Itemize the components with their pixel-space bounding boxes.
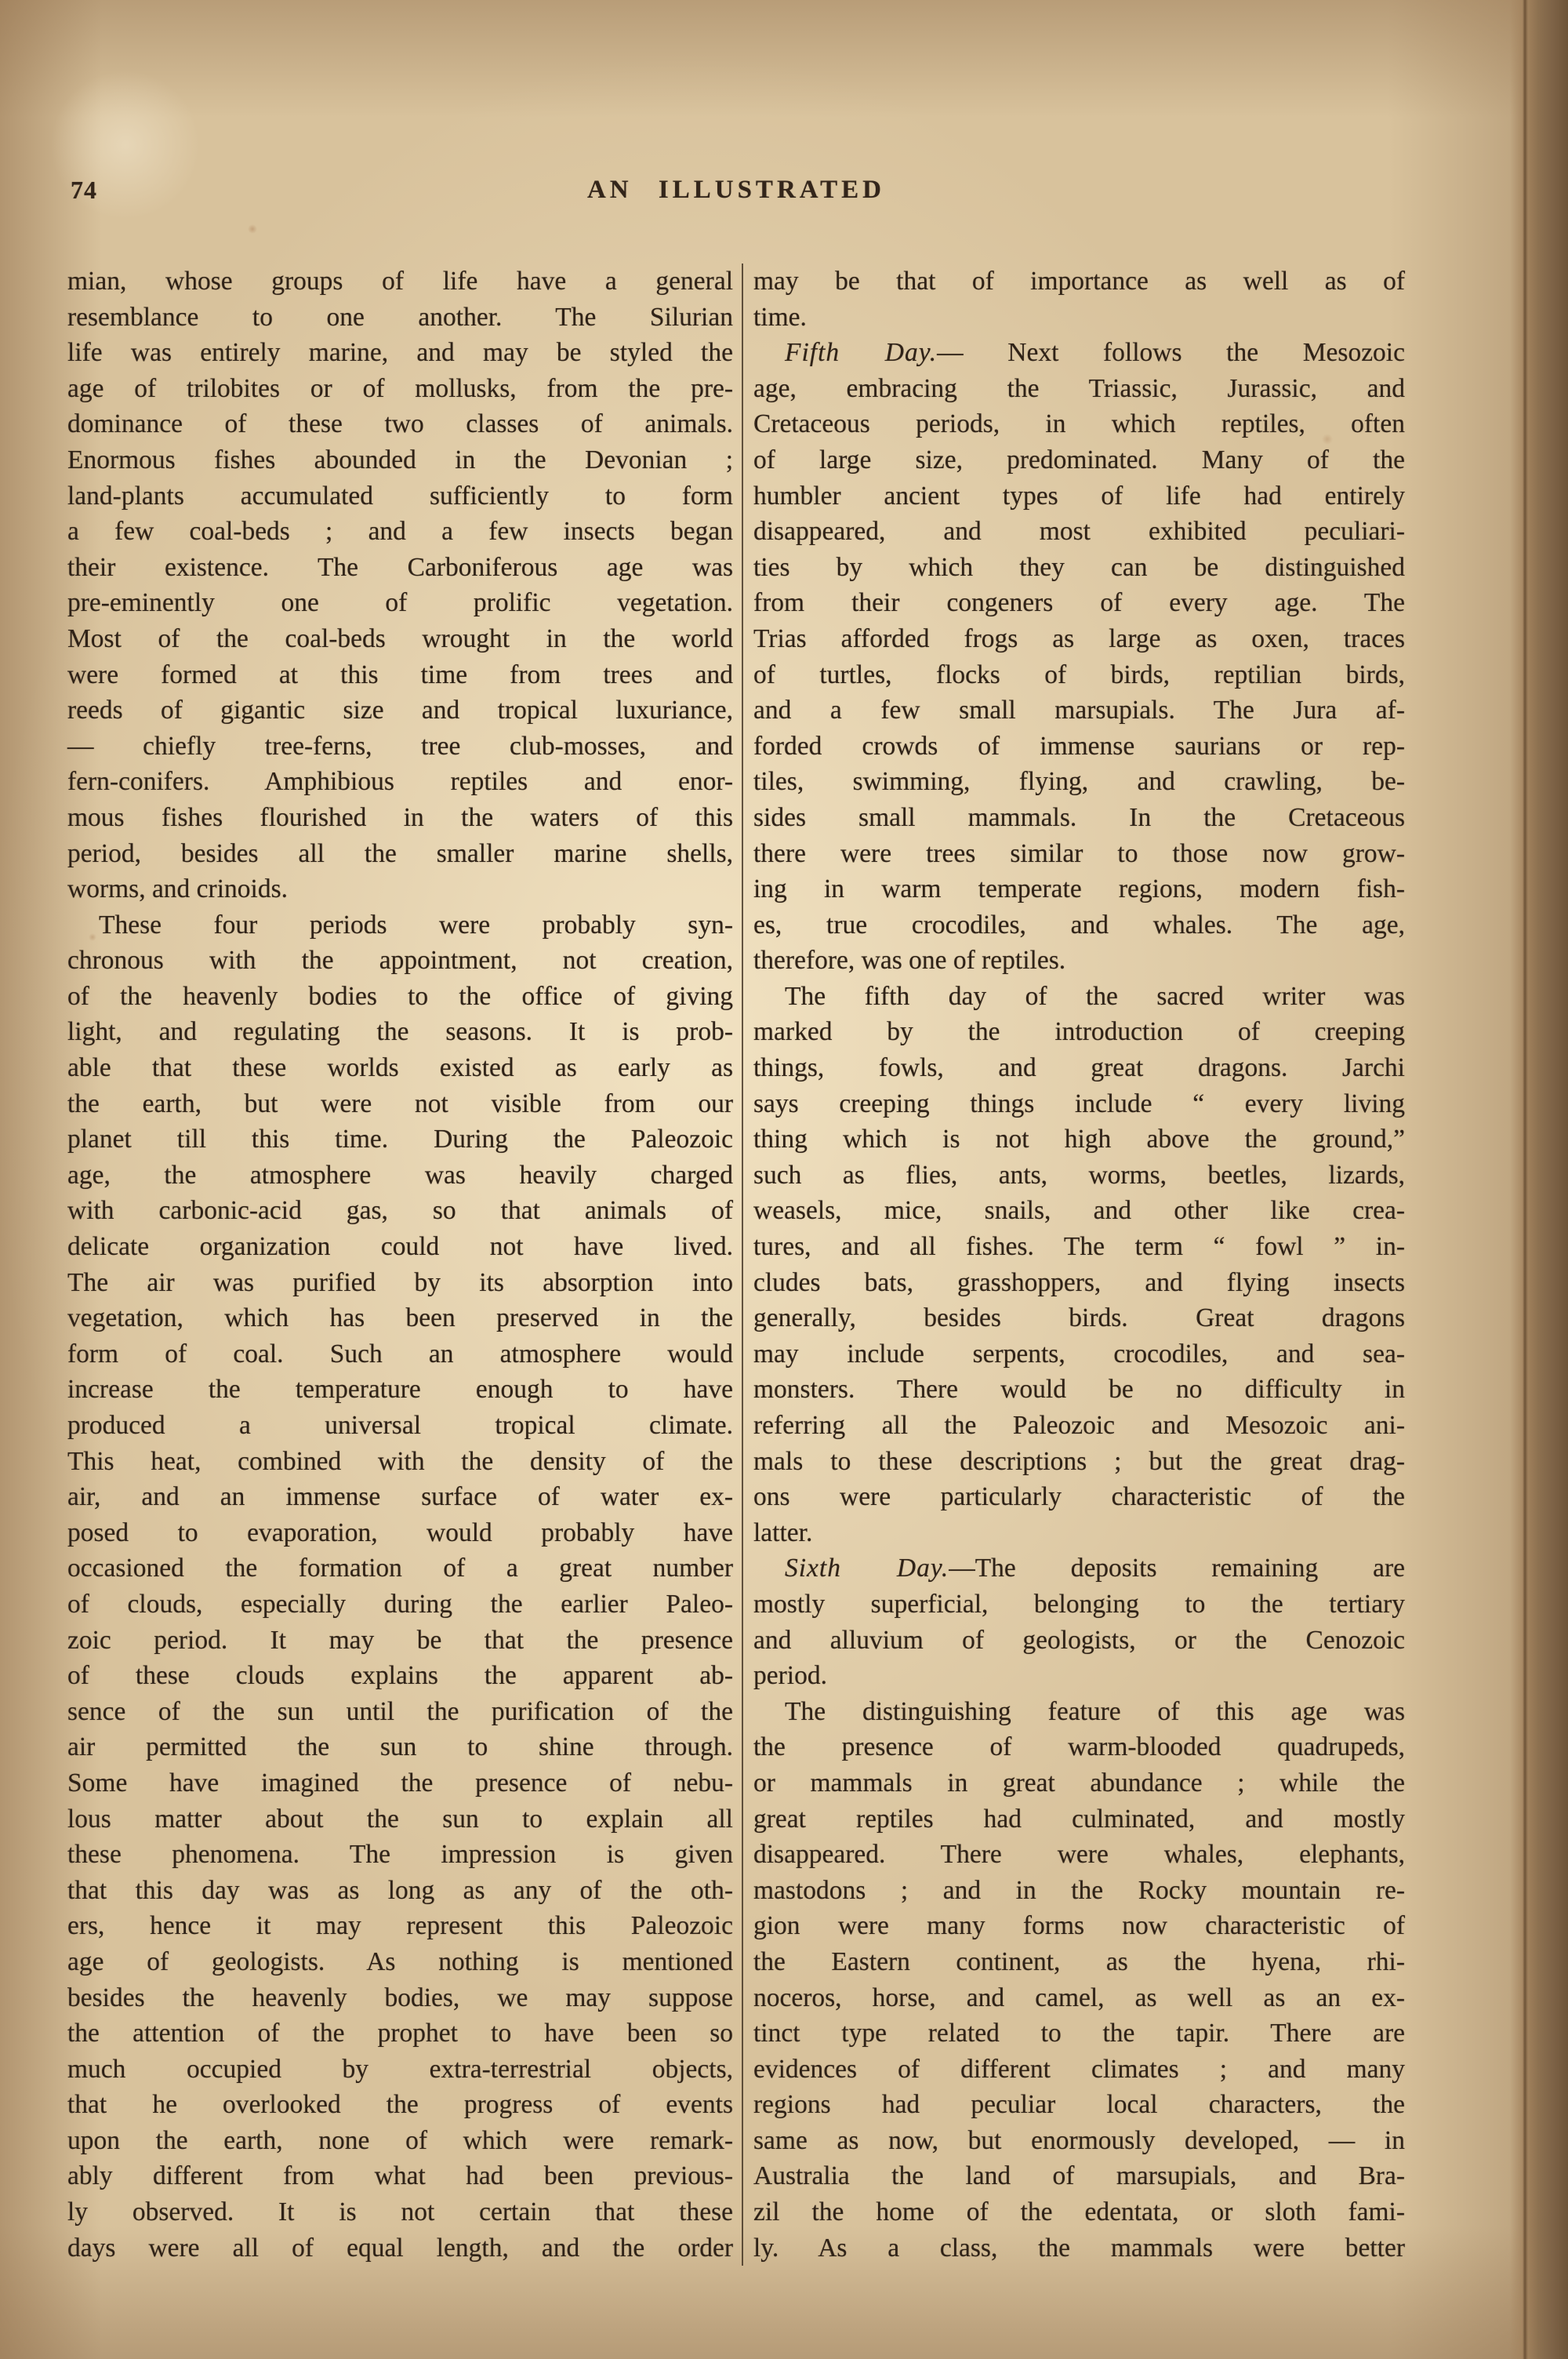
page-number: 74 xyxy=(71,176,97,204)
text-line: life was entirely marine, and may be styled the xyxy=(67,338,733,368)
text-line: of these clouds explains the apparent ab- xyxy=(67,1661,733,1691)
text-line: fern-conifers. Amphibious reptiles and enor- xyxy=(67,767,733,797)
text-line: latter. xyxy=(753,1518,813,1547)
text-line: their existence. The Carboniferous age was xyxy=(67,552,733,582)
text-line: ly observed. It is not certain that these xyxy=(67,2197,733,2227)
italic-day-label: Fifth Day. xyxy=(785,338,938,368)
text-line: mastodons ; and in the Rocky mountain re- xyxy=(753,1875,1405,1905)
text-line: able that these worlds existed as early as xyxy=(67,1053,733,1083)
text-line: and alluvium of geologists, or the Cenozoic xyxy=(753,1625,1405,1655)
text-line: delicate organization could not have lived. xyxy=(67,1232,733,1262)
text-line: age, embracing the Triassic, Jurassic, and xyxy=(753,373,1405,403)
text-line: air permitted the sun to shine through. xyxy=(67,1732,733,1762)
text-line: great reptiles had culminated, and mostly xyxy=(753,1804,1405,1834)
text-line: sides small mammals. In the Cretaceous xyxy=(753,802,1405,832)
text-line: ably different from what had been previous- xyxy=(67,2161,733,2191)
text-line: disappeared. There were whales, elephants, xyxy=(753,1840,1405,1870)
text-line: much occupied by extra-terrestrial objects, xyxy=(67,2054,733,2084)
book-page-edge xyxy=(1510,0,1568,2359)
text-line: period, besides all the smaller marine shells, xyxy=(67,838,733,868)
text-line: same as now, but enormously developed, — in xyxy=(753,2125,1405,2155)
text-line: from their congeners of every age. The xyxy=(753,588,1405,618)
text-line: period. xyxy=(753,1661,827,1691)
text-line: referring all the Paleozoic and Mesozoic ani- xyxy=(753,1411,1405,1440)
text-line: worms, and crinoids. xyxy=(67,874,288,904)
text-line: says creeping things include “ every living xyxy=(753,1089,1405,1118)
text-line: cludes bats, grasshoppers, and flying insects xyxy=(753,1267,1405,1297)
running-header-title: AN ILLUSTRATED xyxy=(586,176,886,204)
text-line: may be that of importance as well as of xyxy=(753,267,1405,296)
text-line: of turtles, flocks of birds, reptilian birds, xyxy=(753,660,1405,689)
text-line: there were trees similar to those now grow- xyxy=(753,838,1405,868)
text-line: resemblance to one another. The Silurian xyxy=(67,302,733,332)
text-line: weasels, mice, snails, and other like crea- xyxy=(753,1196,1405,1226)
text-line: of the heavenly bodies to the office of giving xyxy=(67,981,733,1011)
text-line: es, true crocodiles, and whales. The age, xyxy=(753,910,1405,940)
text-line: chronous with the appointment, not creation, xyxy=(67,946,733,976)
text-line: therefore, was one of reptiles. xyxy=(753,946,1066,976)
text-line: tinct type related to the tapir. There are xyxy=(753,2019,1405,2048)
right-column xyxy=(753,264,1405,2266)
text-line: Fifth Day.— Next follows the Mesozoic xyxy=(785,338,1405,368)
text-line: with carbonic-acid gas, so that animals of xyxy=(67,1196,733,1226)
text-line: and a few small marsupials. The Jura af- xyxy=(753,696,1405,725)
text-line: upon the earth, none of which were remark- xyxy=(67,2125,733,2155)
column-divider-rule xyxy=(742,264,743,2266)
text-line: marked by the introduction of creeping xyxy=(753,1017,1405,1047)
text-line: that he overlooked the progress of events xyxy=(67,2090,733,2120)
text-line: the Eastern continent, as the hyena, rhi- xyxy=(753,1946,1405,1976)
text-line: may include serpents, crocodiles, and sea- xyxy=(753,1339,1405,1369)
text-line: forded crowds of immense saurians or rep- xyxy=(753,731,1405,761)
text-line: The air was purified by its absorption into xyxy=(67,1267,733,1297)
text-line: these phenomena. The impression is given xyxy=(67,1840,733,1870)
text-line: evidences of different climates ; and many xyxy=(753,2054,1405,2084)
text-line: mostly superficial, belonging to the tertiary xyxy=(753,1589,1405,1619)
text-line: things, fowls, and great dragons. Jarchi xyxy=(753,1053,1405,1083)
text-line: Trias afforded frogs as large as oxen, traces xyxy=(753,623,1405,653)
text-line: such as flies, ants, worms, beetles, lizards, xyxy=(753,1160,1405,1190)
text-line: days were all of equal length, and the order xyxy=(67,2233,733,2263)
text-line: light, and regulating the seasons. It is prob- xyxy=(67,1017,733,1047)
text-line: humbler ancient types of life had entirely xyxy=(753,481,1405,511)
text-line: sence of the sun until the purification of the xyxy=(67,1696,733,1726)
text-line: age of trilobites or of mollusks, from the pre- xyxy=(67,373,733,403)
text-line: zoic period. It may be that the presence xyxy=(67,1625,733,1655)
text-line: were formed at this time from trees and xyxy=(67,660,733,689)
text-line: produced a universal tropical climate. xyxy=(67,1411,733,1440)
text-line: reeds of gigantic size and tropical luxuriance, xyxy=(67,696,733,725)
text-line: Sixth Day.—The deposits remaining are xyxy=(785,1554,1405,1583)
text-columns xyxy=(67,264,1405,2266)
text-line: generally, besides birds. Great dragons xyxy=(753,1303,1405,1333)
text-line: monsters. There would be no difficulty in xyxy=(753,1375,1405,1405)
text-line: a few coal-beds ; and a few insects began xyxy=(67,517,733,547)
italic-day-label: Sixth Day. xyxy=(785,1554,949,1583)
text-line: vegetation, which has been preserved in the xyxy=(67,1303,733,1333)
text-line: planet till this time. During the Paleozoic xyxy=(67,1125,733,1154)
text-line: zil the home of the edentata, or sloth fami- xyxy=(753,2197,1405,2227)
text-line: that this day was as long as any of the oth- xyxy=(67,1875,733,1905)
text-line: disappeared, and most exhibited peculiari- xyxy=(753,517,1405,547)
text-line: This heat, combined with the density of the xyxy=(67,1446,733,1476)
text-line: regions had peculiar local characters, the xyxy=(753,2090,1405,2120)
text-line: pre-eminently one of prolific vegetation. xyxy=(67,588,733,618)
text-line: ons were particularly characteristic of the xyxy=(753,1482,1405,1512)
text-line: The distinguishing feature of this age was xyxy=(785,1696,1405,1726)
text-line: air, and an immense surface of water ex- xyxy=(67,1482,733,1512)
text-line: Most of the coal-beds wrought in the world xyxy=(67,623,733,653)
left-column xyxy=(67,264,733,2266)
text-line: mals to these descriptions ; but the great drag- xyxy=(753,1446,1405,1476)
text-line: posed to evaporation, would probably have xyxy=(67,1518,733,1547)
text-line: the attention of the prophet to have been so xyxy=(67,2019,733,2048)
text-line: time. xyxy=(753,302,807,332)
text-line: ing in warm temperate regions, modern fish- xyxy=(753,874,1405,904)
text-line: mian, whose groups of life have a general xyxy=(67,267,733,296)
text-line: thing which is not high above the ground,” xyxy=(753,1125,1405,1154)
text-line: form of coal. Such an atmosphere would xyxy=(67,1339,733,1369)
text-line: ly. As a class, the mammals were better xyxy=(753,2233,1405,2263)
text-line: tiles, swimming, flying, and crawling, be- xyxy=(753,767,1405,797)
text-line: the earth, but were not visible from our xyxy=(67,1089,733,1118)
text-line: age, the atmosphere was heavily charged xyxy=(67,1160,733,1190)
text-line: Some have imagined the presence of nebu- xyxy=(67,1768,733,1797)
text-line: of large size, predominated. Many of the xyxy=(753,445,1405,474)
text-line: or mammals in great abundance ; while the xyxy=(753,1768,1405,1797)
text-line: dominance of these two classes of animals. xyxy=(67,409,733,439)
text-line: These four periods were probably syn- xyxy=(99,910,733,940)
text-line: Australia the land of marsupials, and Bra- xyxy=(753,2161,1405,2191)
text-line: land-plants accumulated sufficiently to form xyxy=(67,481,733,511)
text-line: ties by which they can be distinguished xyxy=(753,552,1405,582)
text-line: mous fishes flourished in the waters of this xyxy=(67,802,733,832)
text-line: Enormous fishes abounded in the Devonian ; xyxy=(67,445,733,474)
text-line: age of geologists. As nothing is mentioned xyxy=(67,1946,733,1976)
text-line: of clouds, especially during the earlier Paleo- xyxy=(67,1589,733,1619)
text-line: The fifth day of the sacred writer was xyxy=(785,981,1405,1011)
text-line: lous matter about the sun to explain all xyxy=(67,1804,733,1834)
text-line: — chiefly tree-ferns, tree club-mosses, and xyxy=(67,731,733,761)
text-line: increase the temperature enough to have xyxy=(67,1375,733,1405)
text-line: the presence of warm-blooded quadrupeds, xyxy=(753,1732,1405,1762)
text-line: noceros, horse, and camel, as well as an ex- xyxy=(753,1983,1405,2012)
running-header xyxy=(67,176,1405,210)
text-line: Cretaceous periods, in which reptiles, often xyxy=(753,409,1405,439)
text-line: ers, hence it may represent this Paleozoic xyxy=(67,1911,733,1941)
text-line: besides the heavenly bodies, we may suppose xyxy=(67,1983,733,2012)
text-line: tures, and all fishes. The term “ fowl ” in- xyxy=(753,1232,1405,1262)
text-line: gion were many forms now characteristic of xyxy=(753,1911,1405,1941)
text-line: occasioned the formation of a great number xyxy=(67,1554,733,1583)
